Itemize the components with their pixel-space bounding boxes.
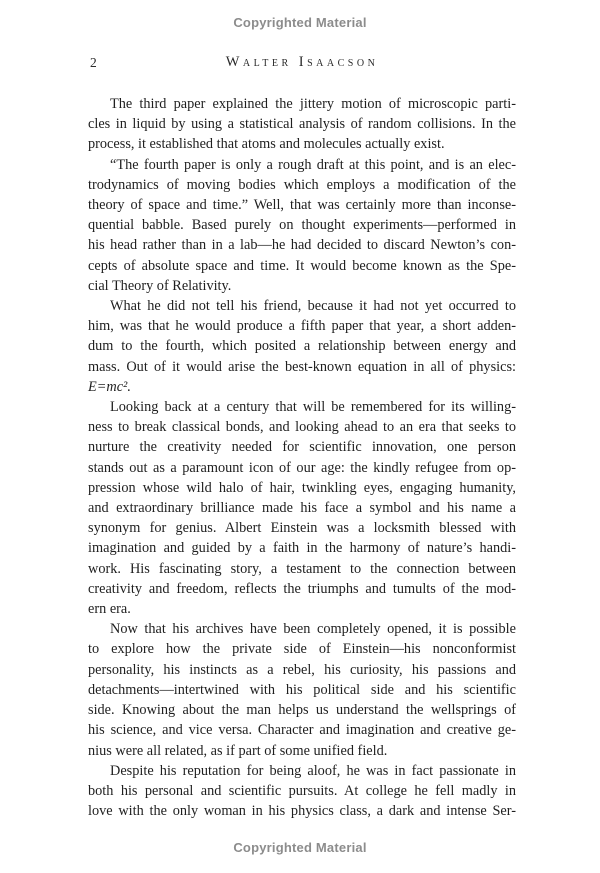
text-line: dum to the fourth, which posited a relationship between energy and <box>88 338 516 355</box>
text-line: cepts of absolute space and time. It would become known as the Spe- <box>88 257 516 274</box>
text-block <box>88 94 516 821</box>
text-line: creativity and freedom, reflects the triumphs and tumults of the mod- <box>88 580 516 597</box>
text-line: ern era. <box>88 601 131 618</box>
text-line: cles in liquid by using a statistical analysis of random collisions. In the <box>88 116 516 133</box>
page-number: 2 <box>90 55 97 70</box>
text-line: nurture the creativity needed for scientific innovation, one person <box>88 439 516 456</box>
text-line: nius were all related, as if part of some unified field. <box>88 742 388 759</box>
text-line: love with the only woman in his physics class, a dark and intense Ser- <box>88 803 516 820</box>
text-line: to explore how the private side of Einstein—his nonconformist <box>88 641 516 658</box>
text-line: Despite his reputation for being aloof, he was in fact passionate in <box>110 762 516 779</box>
text-line: and extraordinary brilliance made his face a symbol and his name a <box>88 500 516 517</box>
text-line: pression whose wild halo of hair, twinkling eyes, engaging humanity, <box>88 479 516 496</box>
text-line: his science, and vice versa. Character and imagination and creative ge- <box>88 722 516 739</box>
text-line: Looking back at a century that will be remembered for its willing- <box>110 399 516 416</box>
text-line: mass. Out of it would arise the best-known equation in all of physics: <box>88 358 516 375</box>
text-line: both his personal and scientific pursuits. At college he fell madly in <box>88 782 516 799</box>
paragraph <box>88 94 516 155</box>
copyright-banner-bottom: Copyrighted Material <box>233 840 367 855</box>
text-line: The third paper explained the jittery motion of microscopic parti- <box>110 96 516 112</box>
text-line: side. Knowing about the man helps us understand the wellsprings of <box>88 702 516 719</box>
text-line: process, it established that atoms and molecules actually exist. <box>88 136 445 153</box>
page-header <box>88 54 516 72</box>
paragraph <box>88 155 516 296</box>
paragraph <box>88 296 516 397</box>
text-line: E=mc². <box>88 378 131 395</box>
text-line: his head rather than in a lab—he had decided to discard Newton’s con- <box>88 237 516 254</box>
copyright-banner-top: Copyrighted Material <box>233 15 367 30</box>
text-line: cial Theory of Relativity. <box>88 277 232 294</box>
paragraph <box>88 619 516 760</box>
running-title: Walter Isaacson <box>225 54 379 70</box>
text-line: him, was that he would produce a fifth paper that year, a short adden- <box>88 318 516 335</box>
text-line: work. His fascinating story, a testament to the connection between <box>88 560 516 577</box>
text-line: Now that his archives have been completely opened, it is possible <box>110 621 516 638</box>
paragraph <box>88 761 516 822</box>
text-line: ness to break classical bonds, and looking ahead to an era that seeks to <box>88 419 516 436</box>
paragraph <box>88 397 516 619</box>
text-line: personality, his instincts as a rebel, his curiosity, his passions and <box>88 661 516 678</box>
text-line: “The fourth paper is only a rough draft at this point, and is an elec- <box>110 156 516 173</box>
text-line: stands out as a paramount icon of our age: the kindly refugee from op- <box>88 459 516 476</box>
text-line: What he did not tell his friend, because it had not yet occurred to <box>110 298 516 315</box>
text-line: quential babble. Based purely on thought experiments—performed in <box>88 217 516 234</box>
text-line: trodynamics of moving bodies which employs a modification of the <box>88 176 516 193</box>
text-line: synonym for genius. Albert Einstein was a locksmith blessed with <box>88 520 516 537</box>
text-line: imagination and guided by a faith in the harmony of nature’s handi- <box>88 540 516 557</box>
text-line: detachments—intertwined with his political side and his scientific <box>88 681 516 698</box>
text-line: theory of space and time.” Well, that was certainly more than inconse- <box>88 197 516 214</box>
